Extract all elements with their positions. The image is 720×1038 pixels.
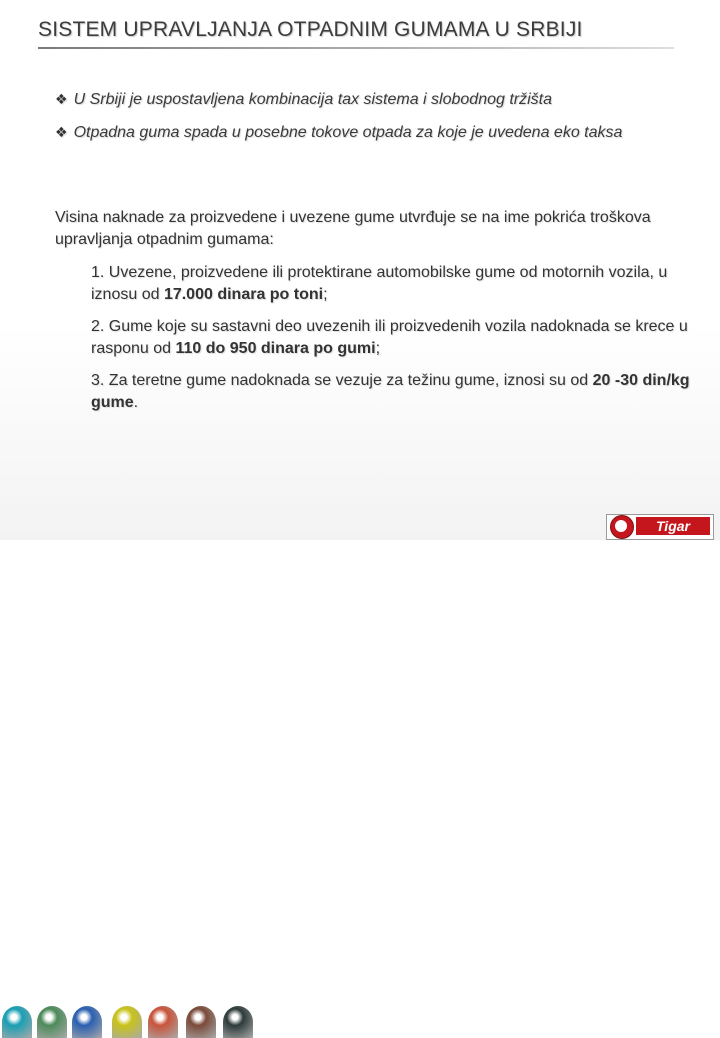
bullet-text: Otpadna guma spada u posebne tokove otpada za koje je uvedena eko taksa <box>73 124 623 141</box>
bullet-item <box>55 88 675 111</box>
item-amount: 110 do 950 dinara po gumi <box>175 340 376 357</box>
item-text: 2. Gume koje su sastavni deo uvezenih ili proizvedenih vozila nadoknada se krece u rasponu od <box>91 318 688 357</box>
rubber-pellet-pile-image <box>148 1006 178 1038</box>
list-item <box>91 316 691 360</box>
item-punct: ; <box>375 340 381 357</box>
bullet-text: U Srbiji je uspostavljena kombinacija tax sistema i slobodnog tržišta <box>73 91 553 108</box>
rubber-pellet-pile-image <box>2 1006 32 1038</box>
item-text: 3. Za teretne gume nadoknada se vezuje za težinu gume, iznosi su od <box>91 372 593 389</box>
diamond-bullet-icon: ❖ <box>55 91 68 107</box>
slide-title: SISTEM UPRAVLJANJA OTPADNIM GUMAMA U SRBIJI <box>38 18 583 41</box>
rubber-pellet-pile-image <box>223 1006 253 1038</box>
rubber-pellet-pile-image <box>186 1006 216 1038</box>
item-amount: 17.000 dinara po toni <box>163 286 324 303</box>
rubber-pellet-pile-image <box>72 1006 102 1038</box>
item-punct: ; <box>323 286 328 303</box>
item-punct: . <box>133 394 139 411</box>
logo-wordmark: Tigar <box>636 517 710 535</box>
intro-paragraph: Visina naknade za proizvedene i uvezene gume utvrđuje se na ime pokrića troškova upravljanja otpadnim gumama: <box>55 209 651 248</box>
list-item <box>91 370 691 414</box>
rubber-pellet-pile-image <box>112 1006 142 1038</box>
item-text: 1. Uvezene, proizvedene ili protektirane automobilske gume od motornih vozila, u iznosu od <box>91 264 668 303</box>
tire-emblem-center <box>615 520 627 532</box>
item-amount: 20 -30 din/kg gume <box>91 372 690 411</box>
rubber-pellet-pile-image <box>37 1006 67 1038</box>
diamond-bullet-icon: ❖ <box>55 124 68 140</box>
list-item <box>91 262 691 306</box>
bullet-item <box>55 121 675 144</box>
title-divider <box>38 47 674 49</box>
